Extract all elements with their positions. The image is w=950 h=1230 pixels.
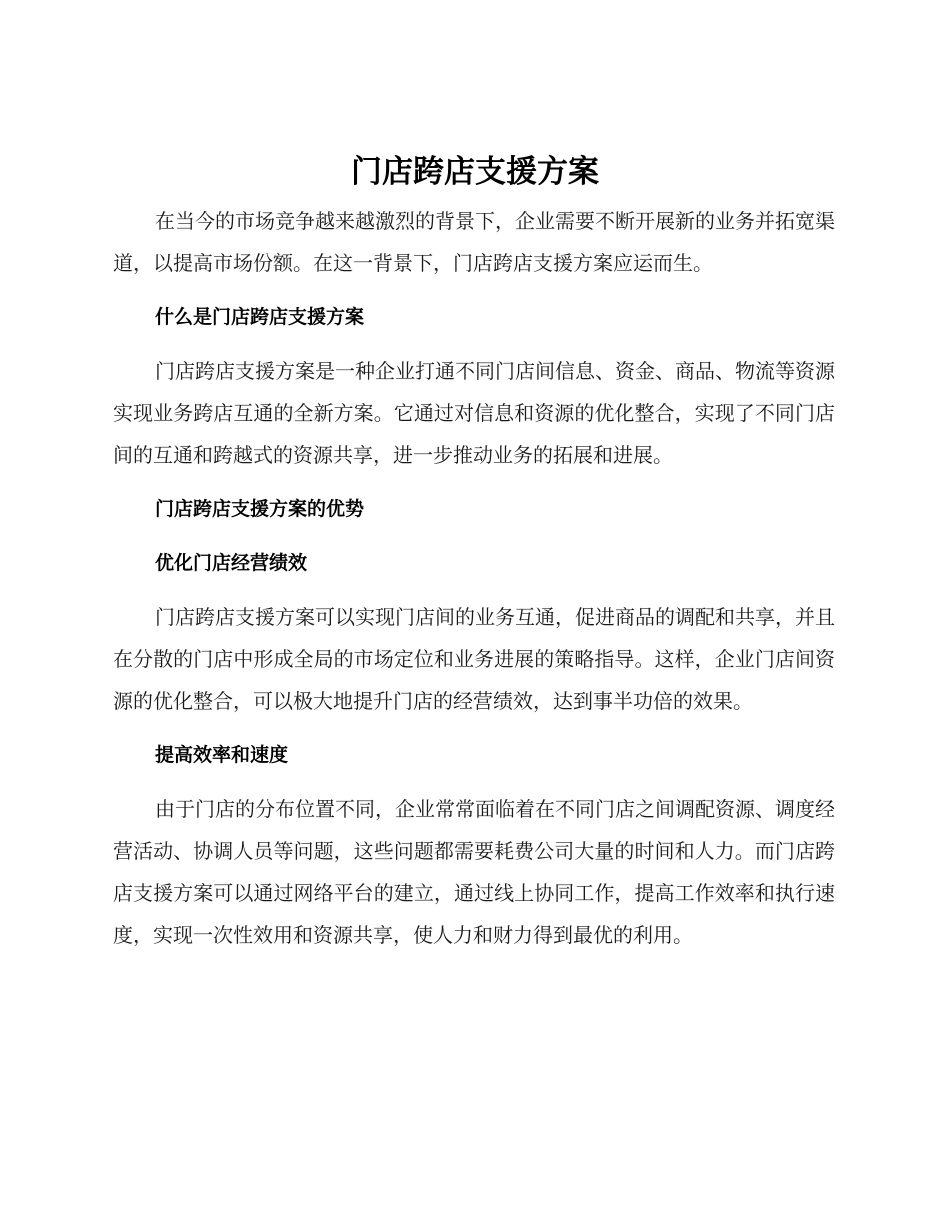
spacer [113,338,835,350]
spacer [113,476,835,488]
spacer [113,722,835,734]
spacer [113,584,835,596]
section-paragraph-performance: 门店跨店支援方案可以实现门店间的业务互通，促进商品的调配和共享，并且在分散的门店中形成全局的市场定位和业务进展的策略指导。这样，企业门店间资源的优化整合，可以极大地提升门店的经营绩效，达到事半功倍的效果。 [113,605,835,713]
document-body [113,200,835,956]
spacer [113,776,835,788]
section-paragraph-what-is: 门店跨店支援方案是一种企业打通不同门店间信息、资金、商品、物流等资源实现业务跨店互通的全新方案。它通过对信息和资源的优化整合，实现了不同门店间的互通和跨越式的资源共享，进一步推动业务的拓展和进展。 [113,359,835,467]
spacer [113,530,835,542]
section-heading-efficiency: 提高效率和速度 [155,744,289,766]
intro-paragraph: 在当今的市场竞争越来越激烈的背景下，企业需要不断开展新的业务并拓宽渠道，以提高市场份额。在这一背景下，门店跨店支援方案应运而生。 [113,209,835,275]
section-heading-performance: 优化门店经营绩效 [155,552,308,574]
section-paragraph-efficiency: 由于门店的分布位置不同，企业常常面临着在不同门店之间调配资源、调度经营活动、协调人员等问题，这些问题都需要耗费公司大量的时间和人力。而门店跨店支援方案可以通过网络平台的建立，通过线上协同工作，提高工作效率和执行速度，实现一次性效用和资源共享，使人力和财力得到最优的利用。 [113,797,835,947]
document-title: 门店跨店支援方案 [351,154,599,190]
section-heading-what-is: 什么是门店跨店支援方案 [155,306,365,328]
section-heading-advantages: 门店跨店支援方案的优势 [155,498,365,520]
spacer [113,284,835,296]
